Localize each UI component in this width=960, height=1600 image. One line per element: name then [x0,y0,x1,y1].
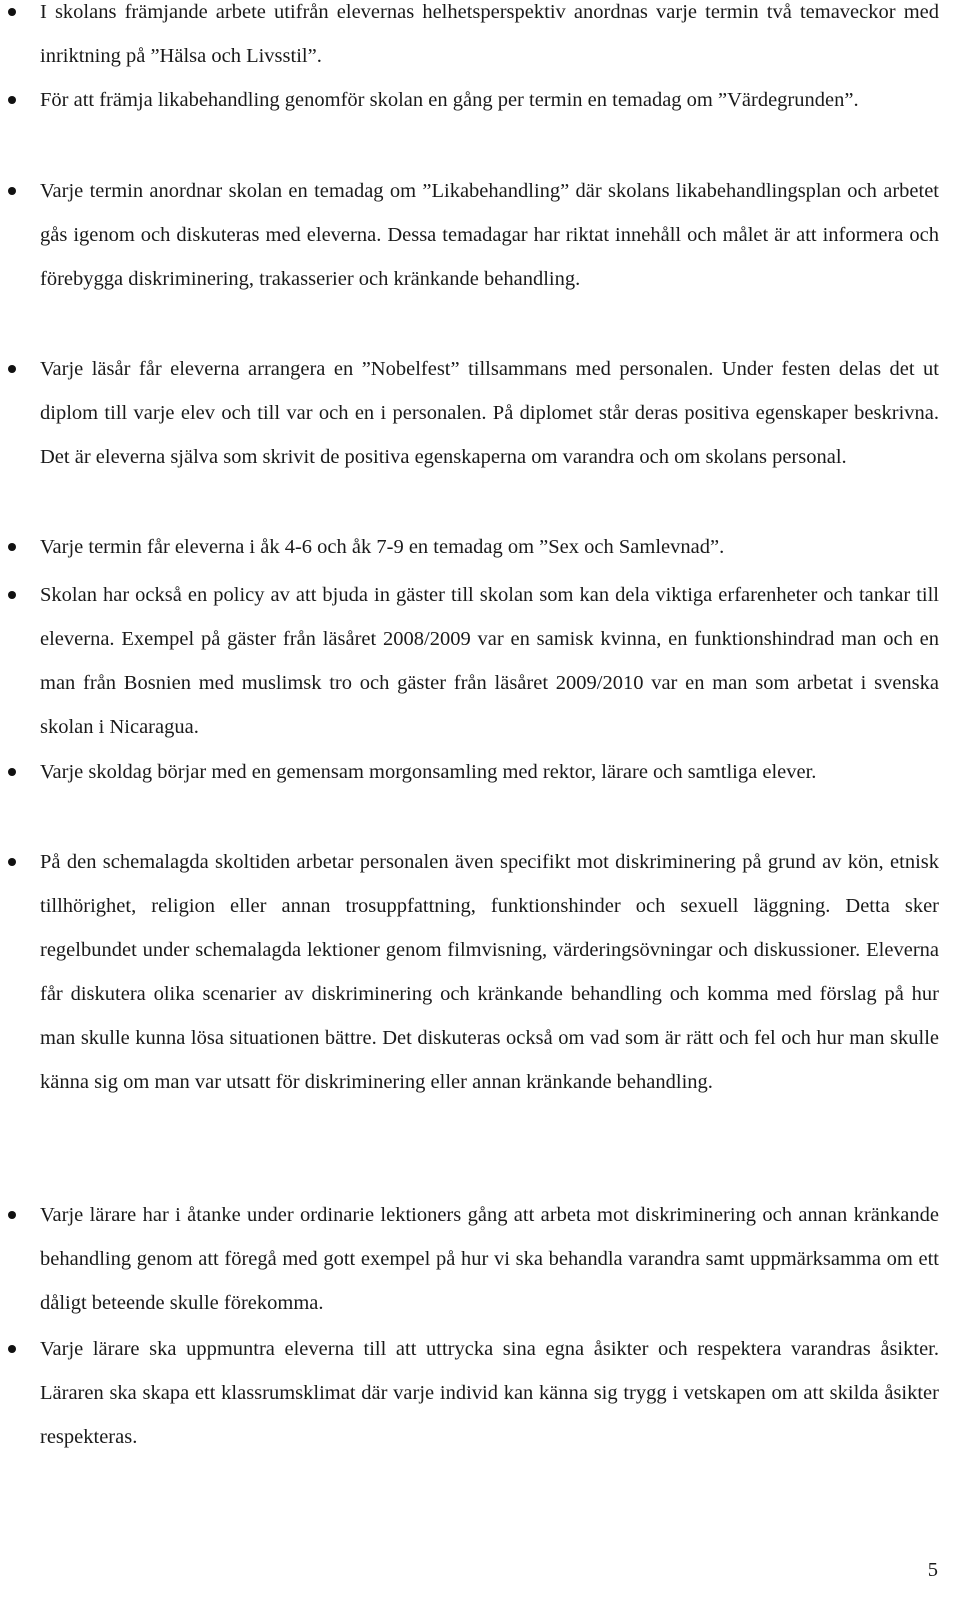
list-item [40,573,939,749]
list-item-text: Varje skoldag börjar med en gemensam morgonsamling med rektor, lärare och samtliga elever. [40,761,817,783]
bullet-icon [8,8,16,16]
list-item-text: I skolans främjande arbete utifrån elevernas helhetsperspektiv anordnas varje termin två temaveckor med inriktning på ”Hälsa och Livsstil”. [40,1,939,67]
list-item-text: Varje läsår får eleverna arrangera en ”Nobelfest” tillsammans med personalen. Under festen delas det ut diplom till varje elev och till var och en i personalen. På diplomet står deras positiva egenskaper beskrivna. Det är eleverna själva som skrivit de positiva egenskaperna om varandra och om skolans personal. [40,358,939,468]
list-item [40,525,939,569]
list-item [40,0,939,78]
list-item-text: För att främja likabehandling genomför skolan en gång per termin en temadag om ”Värdegrunden”. [40,89,859,111]
bullet-icon [8,187,16,195]
list-item [40,78,939,122]
bullet-icon [8,543,16,551]
list-item-text: Varje lärare ska uppmuntra eleverna till att uttrycka sina egna åsikter och respektera varandras åsikter. Läraren ska skapa ett klassrumsklimat där varje individ kan känna sig trygg i vetskapen om att skilda åsikter respekteras. [40,1338,939,1448]
list-item-text: Skolan har också en policy av att bjuda in gäster till skolan som kan dela viktiga erfarenheter och tankar till eleverna. Exempel på gäster från läsåret 2008/2009 var en samisk kvinna, en funktionshindrad man och en man från Bosnien med muslimsk tro och gäster från läsåret 2009/2010 var en man som arbetat i svenska skolan i Nicaragua. [40,584,939,738]
list-item [40,169,939,301]
list-item-text: Varje termin anordnar skolan en temadag om ”Likabehandling” där skolans likabehandlingsplan och arbetet gås igenom och diskuteras med eleverna. Dessa temadagar har riktat innehåll och målet är att informera och förebygga diskriminering, trakasserier och kränkande behandling. [40,180,939,290]
list-item [40,750,939,794]
bullet-icon [8,768,16,776]
bullet-icon [8,365,16,373]
list-item-text: Varje lärare har i åtanke under ordinarie lektioners gång att arbeta mot diskriminering och annan kränkande behandling genom att föregå med gott exempel på hur vi ska behandla varandra samt uppmärksamma om ett dåligt beteende skulle förekomma. [40,1204,939,1314]
bullet-icon [8,1345,16,1353]
bullet-icon [8,591,16,599]
list-item [40,1193,939,1325]
list-item [40,1327,939,1459]
bullet-icon [8,1211,16,1219]
list-item [40,347,939,479]
bullet-icon [8,96,16,104]
list-item-text: På den schemalagda skoltiden arbetar personalen även specifikt mot diskriminering på grund av kön, etnisk tillhörighet, religion eller annan trosuppfattning, funktionshinder och sexuell läggning. Detta sker regelbundet under schemalagda lektioner genom filmvisning, värderingsövningar och diskussioner. Eleverna får diskutera olika scenarier av diskriminering och kränkande behandling och komma med förslag på hur man skulle kunna lösa situationen bättre. Det diskuteras också om vad som är rätt och fel och hur man skulle känna sig om man var utsatt för diskriminering eller annan kränkande behandling. [40,851,939,1093]
list-item-text: Varje termin får eleverna i åk 4-6 och åk 7-9 en temadag om ”Sex och Samlevnad”. [40,536,725,558]
bullet-icon [8,858,16,866]
list-item [40,840,939,1104]
page-number: 5 [927,1559,938,1581]
